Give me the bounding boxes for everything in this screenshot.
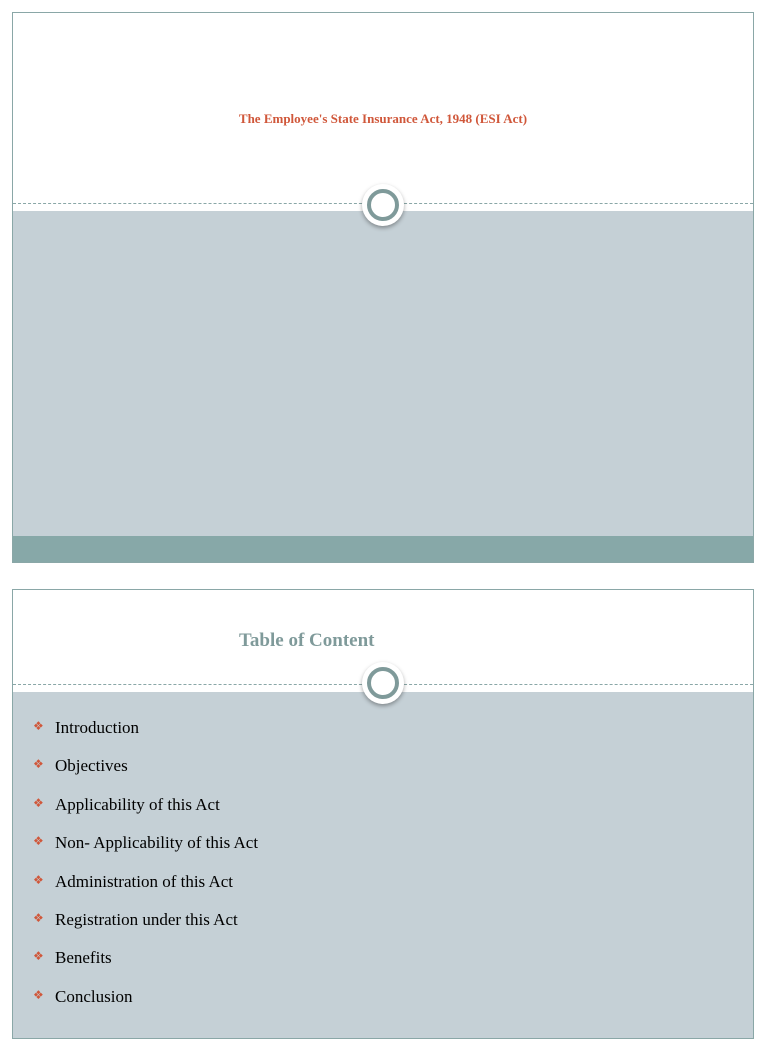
toc-item xyxy=(33,718,258,756)
toc-item-label: Applicability of this Act xyxy=(55,794,220,814)
diamond-cluster-icon: ❖ xyxy=(33,834,44,849)
ring-icon xyxy=(362,662,404,704)
toc-item xyxy=(33,795,258,833)
diamond-cluster-icon: ❖ xyxy=(33,719,44,733)
toc-item-label: Registration under this Act xyxy=(55,909,238,929)
toc-list xyxy=(33,718,258,1025)
toc-item-label: Conclusion xyxy=(55,986,133,1006)
toc-item xyxy=(33,987,258,1025)
toc-item-label: Objectives xyxy=(55,756,128,776)
slide-title: The Employee's State Insurance Act, 1948 (ESI Act) xyxy=(238,111,528,126)
content-panel xyxy=(13,211,753,537)
toc-item-label: Introduction xyxy=(55,718,140,737)
title-slide xyxy=(12,12,754,563)
diamond-cluster-icon: ❖ xyxy=(33,872,44,887)
toc-item-label: Non- Applicability of this Act xyxy=(55,833,259,853)
ring-icon xyxy=(362,184,404,226)
diamond-cluster-icon: ❖ xyxy=(33,910,44,925)
toc-item-label: Benefits xyxy=(55,948,112,968)
toc-item xyxy=(33,833,258,871)
toc-item xyxy=(33,910,258,948)
diamond-cluster-icon: ❖ xyxy=(33,757,44,772)
toc-item xyxy=(33,872,258,910)
toc-item xyxy=(33,756,258,794)
footer-band xyxy=(13,536,753,562)
diamond-cluster-icon: ❖ xyxy=(33,795,44,810)
toc-item-label: Administration of this Act xyxy=(55,871,234,891)
toc-item xyxy=(33,948,258,986)
diamond-cluster-icon: ❖ xyxy=(33,949,44,964)
diamond-cluster-icon: ❖ xyxy=(33,987,44,1002)
slide-title: Table of Content xyxy=(239,630,375,651)
toc-slide xyxy=(12,589,754,1039)
